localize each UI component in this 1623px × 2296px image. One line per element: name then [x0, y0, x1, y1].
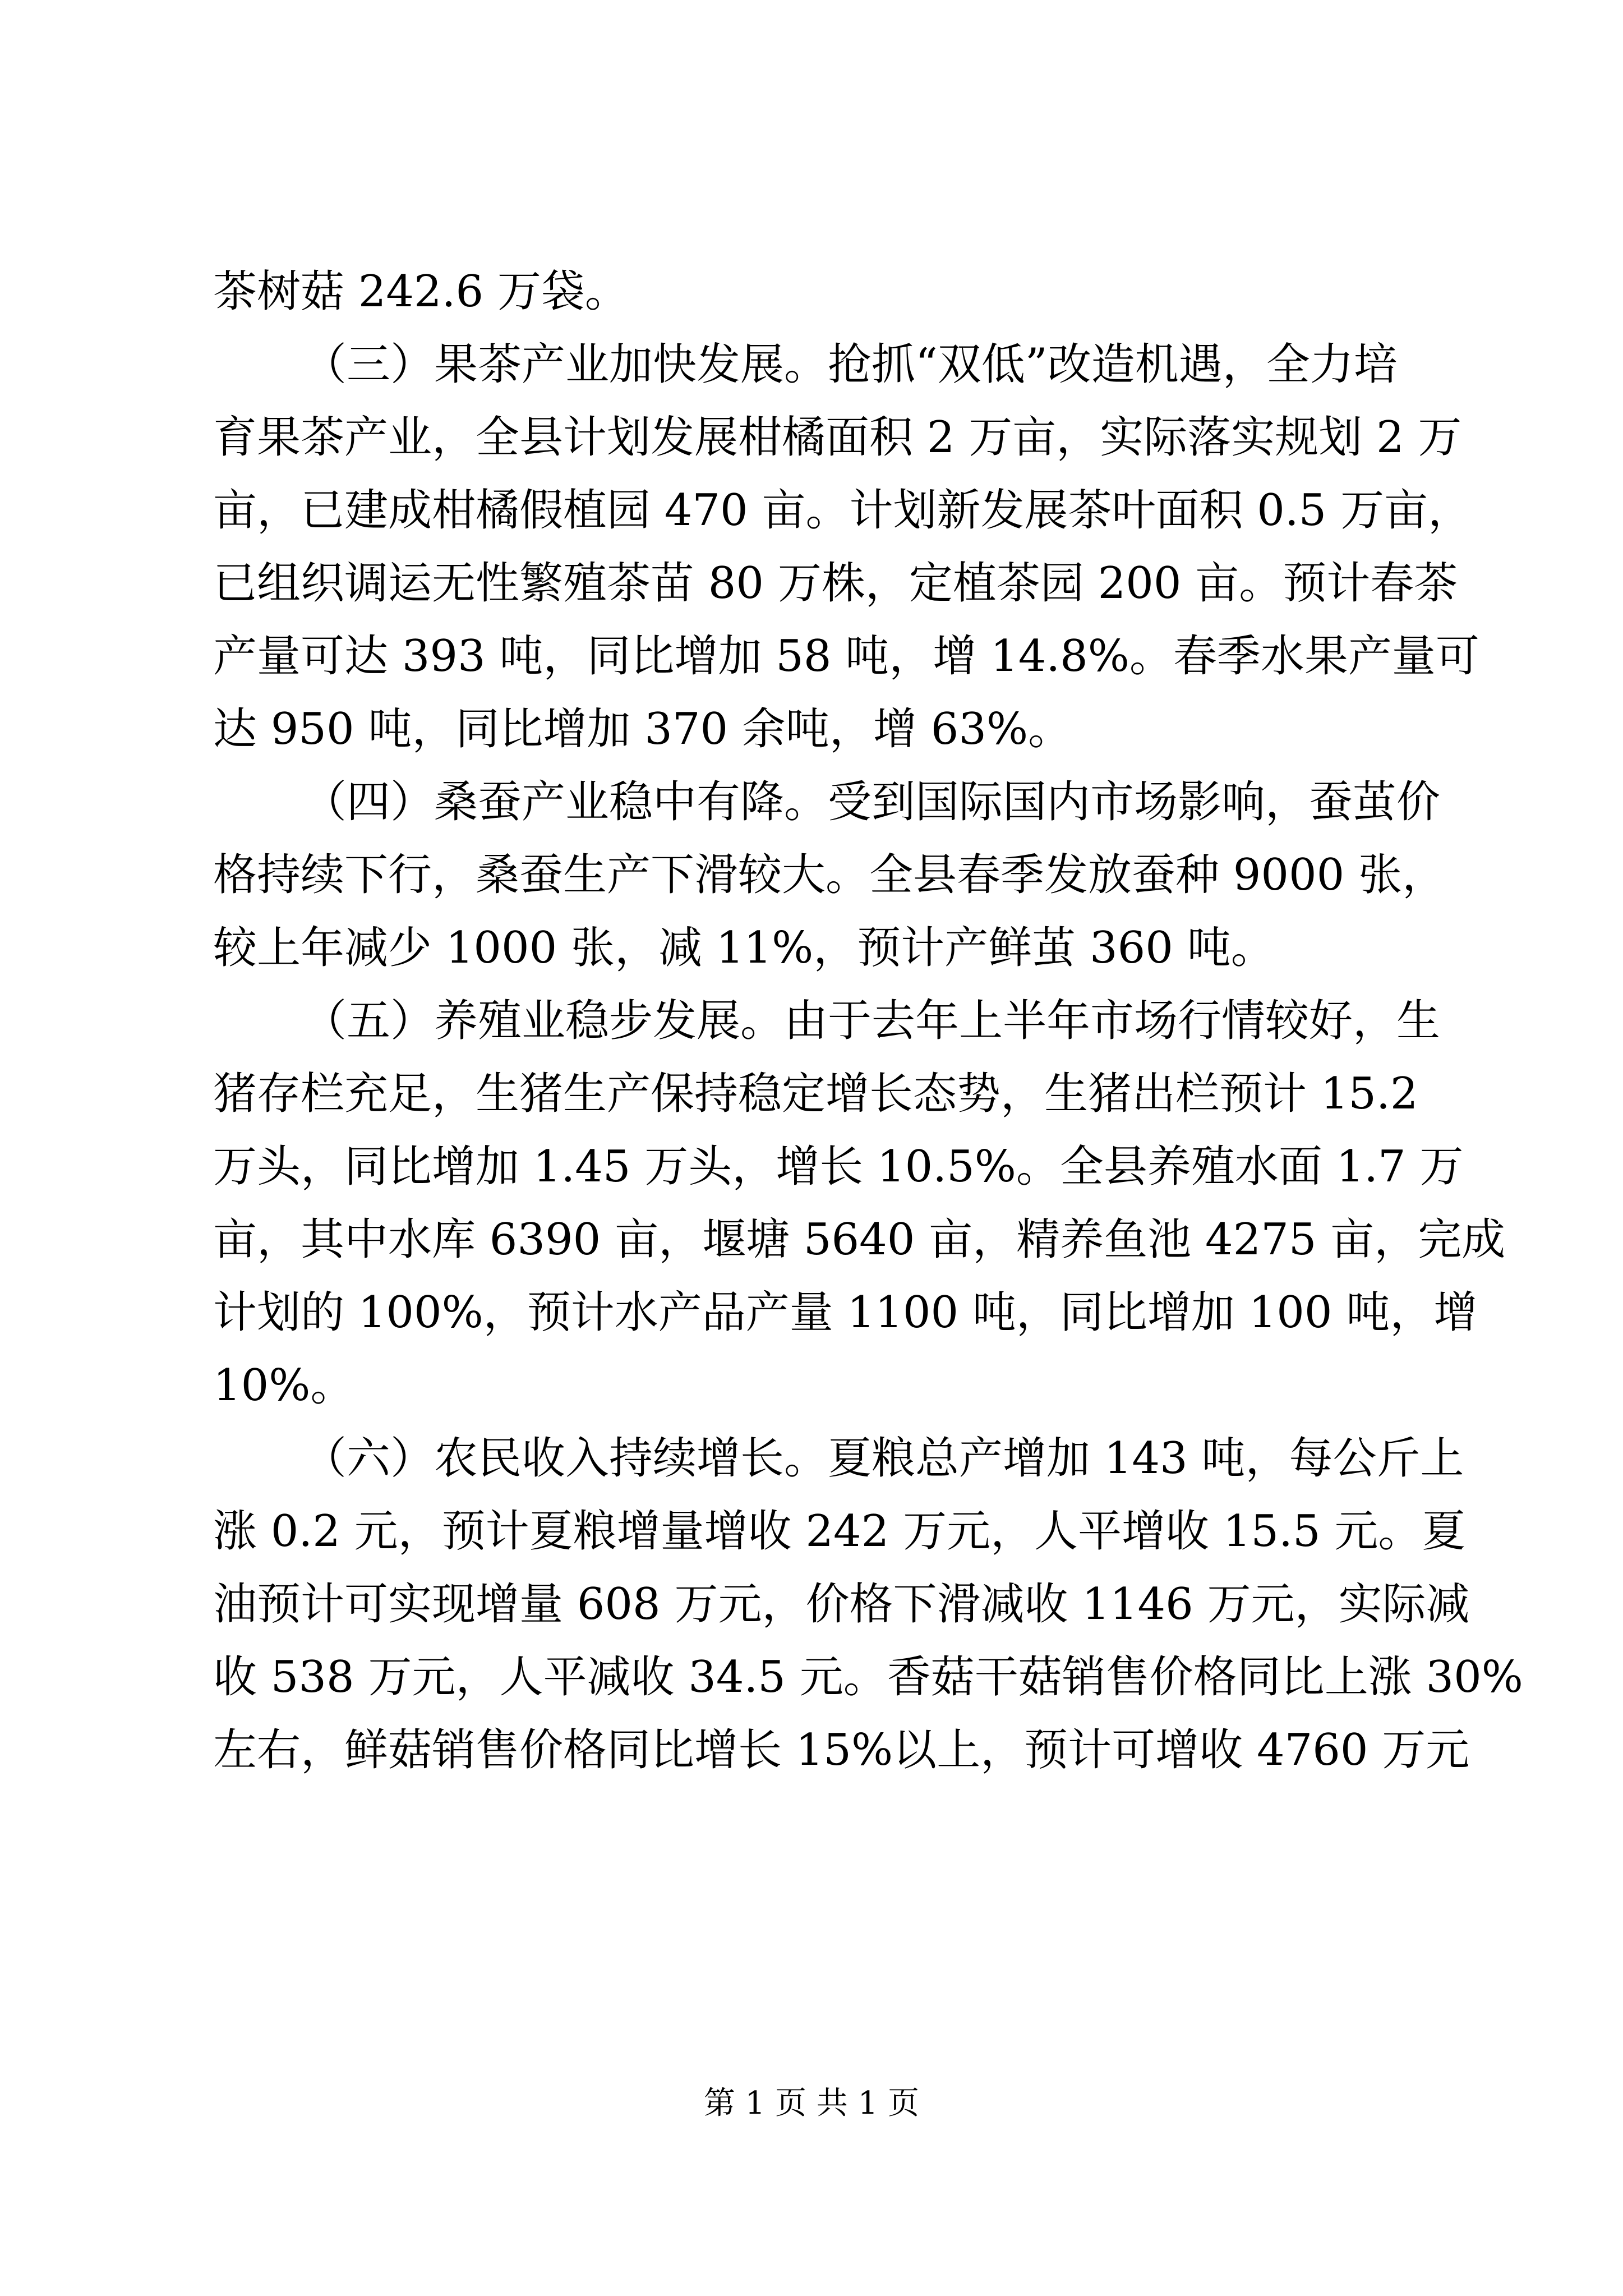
text-line: 产量可达 393 吨，同比增加 58 吨，增 14.8%。春季水果产量可: [213, 631, 1479, 682]
text-line: 已组织调运无性繁殖茶苗 80 万株，定植茶园 200 亩。预计春茶: [213, 558, 1458, 609]
page-number-footer: 第 1 页 共 1 页: [703, 2085, 920, 2122]
text-line: 左右，鲜菇销售价格同比增长 15%以上，预计可增收 4760 万元: [213, 1725, 1470, 1775]
text-line: 亩，其中水库 6390 亩，堰塘 5640 亩，精养鱼池 4275 亩，完成: [213, 1214, 1506, 1265]
text-line: 涨 0.2 元，预计夏粮增量增收 242 万元，人平增收 15.5 元。夏: [213, 1506, 1466, 1557]
text-line: 10%。: [213, 1360, 354, 1411]
paragraph-heading-line: （五）养殖业稳步发展。由于去年上半年市场行情较好，生: [303, 996, 1441, 1046]
text-line: 计划的 100%，预计水产品产量 1100 吨，同比增加 100 吨，增: [213, 1287, 1478, 1338]
text-line: 亩，已建成柑橘假植园 470 亩。计划新发展茶叶面积 0.5 万亩，: [213, 485, 1472, 536]
paragraph-heading-line: （六）农民收入持续增长。夏粮总产增加 143 吨，每公斤上: [303, 1433, 1464, 1484]
paragraph-heading-line: （三）果茶产业加快发展。抢抓“双低”改造机遇，全力培: [303, 339, 1398, 390]
text-line: 格持续下行，桑蚕生产下滑较大。全县春季发放蚕种 9000 张，: [213, 850, 1446, 900]
text-line: 猪存栏充足，生猪生产保持稳定增长态势，生猪出栏预计 15.2: [213, 1069, 1418, 1119]
paragraph-heading-line: （四）桑蚕产业稳中有降。受到国际国内市场影响，蚕茧价: [303, 777, 1441, 827]
text-line: 茶树菇 242.6 万袋。: [213, 266, 629, 317]
text-line: 育果茶产业，全县计划发展柑橘面积 2 万亩，实际落实规划 2 万: [213, 412, 1462, 463]
text-line: 收 538 万元，人平减收 34.5 元。香菇干菇销售价格同比上涨 30%: [213, 1652, 1523, 1703]
text-line: 较上年减少 1000 张，减 11%，预计产鲜茧 360 吨。: [213, 923, 1275, 973]
text-line: 油预计可实现增量 608 万元，价格下滑减收 1146 万元，实际减: [213, 1579, 1470, 1630]
text-line: 达 950 吨，同比增加 370 余吨，增 63%。: [213, 704, 1072, 754]
text-line: 万头，同比增加 1.45 万头，增长 10.5%。全县养殖水面 1.7 万: [213, 1142, 1464, 1192]
